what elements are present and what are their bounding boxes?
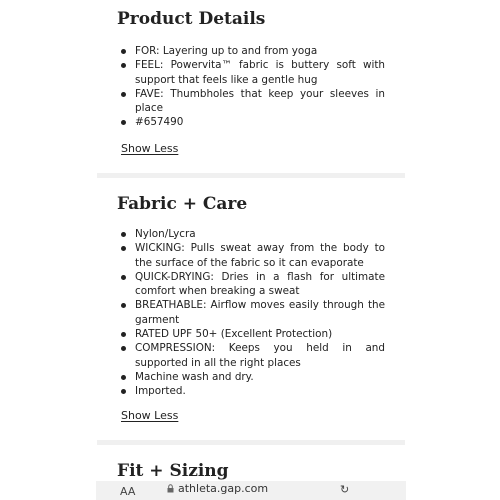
list-item: Nylon/Lycra [135, 227, 385, 241]
list-item: FAVE: Thumbholes that keep your sleeves in place [135, 87, 385, 115]
show-less-button[interactable]: Show Less [121, 409, 179, 422]
list-item: RATED UPF 50+ (Excellent Protection) [135, 327, 385, 341]
product-details-title: Product Details [117, 9, 266, 29]
list-item: Machine wash and dry. [135, 370, 385, 384]
list-item: FEEL: Powervita™ fabric is buttery soft with support that feels like a gentle hug [135, 59, 385, 86]
list-item: Imported. [135, 384, 385, 398]
product-details-list [97, 44, 385, 130]
show-less-button[interactable]: Show Less [121, 142, 179, 155]
fabric-care-section [97, 178, 405, 438]
fabric-care-list [97, 227, 385, 399]
product-details-section [97, 0, 405, 175]
list-item: #657490 [135, 115, 385, 129]
fit-sizing-title[interactable]: Fit + Sizing [117, 461, 229, 481]
reload-icon[interactable]: ↻ [340, 483, 350, 496]
list-item: WICKING: Pulls sweat away from the body to the surface of the fabric so it can evaporate [135, 242, 385, 269]
browser-toolbar [96, 481, 406, 500]
lock-icon [167, 484, 174, 493]
list-item: COMPRESSION: Keeps you held in and supported in all the right places [135, 342, 385, 369]
list-item: FOR: Layering up to and from yoga [135, 44, 385, 58]
text-size-button[interactable]: AA [120, 485, 136, 498]
list-item: QUICK-DRYING: Dries in a flash for ultimate comfort when breaking a sweat [135, 270, 385, 298]
fabric-care-title: Fabric + Care [117, 194, 248, 214]
url-field[interactable]: athleta.gap.com [178, 482, 269, 495]
section-divider [97, 440, 405, 445]
list-item: BREATHABLE: Airflow moves easily through the garment [135, 299, 385, 326]
